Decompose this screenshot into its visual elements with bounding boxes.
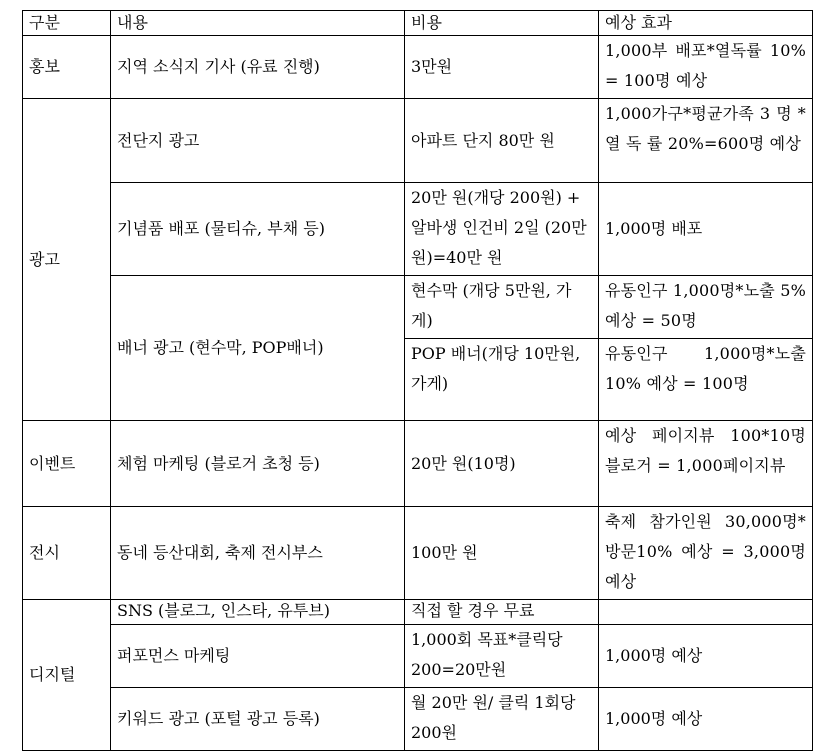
content-cell: 전단지 광고 xyxy=(111,99,405,183)
cost-cell: 직접 할 경우 무료 xyxy=(405,600,599,625)
header-row xyxy=(23,11,813,36)
content-cell: 동네 등산대회, 축제 전시부스 xyxy=(111,507,405,600)
table-row xyxy=(23,99,813,183)
cost-text: 20만 원(개당 200원) + 알바생 인건비 2일 (20만원)=40만 원 xyxy=(411,188,587,267)
category-cell: 디지털 xyxy=(23,600,111,751)
category-cell: 전시 xyxy=(23,507,111,600)
effect-cell: 축제 참가인원 30,000명*방문10% 예상 = 3,000명 예상 xyxy=(599,507,813,600)
table-row xyxy=(23,600,813,625)
cost-cell: 3만원 xyxy=(405,36,599,99)
header-content: 내용 xyxy=(111,11,405,36)
content-cell: 배너 광고 (현수막, POP배너) xyxy=(111,276,405,421)
table-row xyxy=(23,276,813,339)
content-cell: 키워드 광고 (포털 광고 등록) xyxy=(111,688,405,751)
cost-cell xyxy=(405,183,599,276)
cost-cell: 100만 원 xyxy=(405,507,599,600)
cost-cell: POP 배너(개당 10만원, 가게) xyxy=(405,339,599,421)
cost-cell: 20만 원(10명) xyxy=(405,421,599,507)
content-cell: SNS (블로그, 인스타, 유투브) xyxy=(111,600,405,625)
effect-cell xyxy=(599,600,813,625)
header-category: 구분 xyxy=(23,11,111,36)
content-cell: 체험 마케팅 (블로거 초청 등) xyxy=(111,421,405,507)
effect-cell: 유동인구 1,000명*노출 5% 예상 = 50명 xyxy=(599,276,813,339)
content-cell: 퍼포먼스 마케팅 xyxy=(111,625,405,688)
table-row xyxy=(23,36,813,99)
category-cell: 이벤트 xyxy=(23,421,111,507)
effect-cell: 1,000부 배포*열독률 10% = 100명 예상 xyxy=(599,36,813,99)
cost-cell: 아파트 단지 80만 원 xyxy=(405,99,599,183)
table-row xyxy=(23,183,813,276)
effect-cell: 1,000명 배포 xyxy=(599,183,813,276)
marketing-plan-table xyxy=(22,10,813,751)
category-cell: 홍보 xyxy=(23,36,111,99)
table-row xyxy=(23,421,813,507)
effect-cell: 유동인구 1,000명*노출 10% 예상 = 100명 xyxy=(599,339,813,421)
content-cell: 지역 소식지 기사 (유료 진행) xyxy=(111,36,405,99)
effect-cell: 1,000가구*평균가족 3 명 * 열 독 률 20%=600명 예상 xyxy=(599,99,813,183)
cost-cell: 1,000회 목표*클릭당 200=20만원 xyxy=(405,625,599,688)
table-row xyxy=(23,688,813,751)
header-cost: 비용 xyxy=(405,11,599,36)
category-cell: 광고 xyxy=(23,99,111,421)
effect-cell: 1,000명 예상 xyxy=(599,688,813,751)
cost-cell: 월 20만 원/ 클릭 1회당 200원 xyxy=(405,688,599,751)
cost-cell: 현수막 (개당 5만원, 가게) xyxy=(405,276,599,339)
effect-cell: 1,000명 예상 xyxy=(599,625,813,688)
table-row xyxy=(23,507,813,600)
content-cell: 기념품 배포 (물티슈, 부채 등) xyxy=(111,183,405,276)
table-row xyxy=(23,625,813,688)
effect-cell: 예상 페이지뷰 100*10명 블로거 = 1,000페이지뷰 xyxy=(599,421,813,507)
header-effect: 예상 효과 xyxy=(599,11,813,36)
